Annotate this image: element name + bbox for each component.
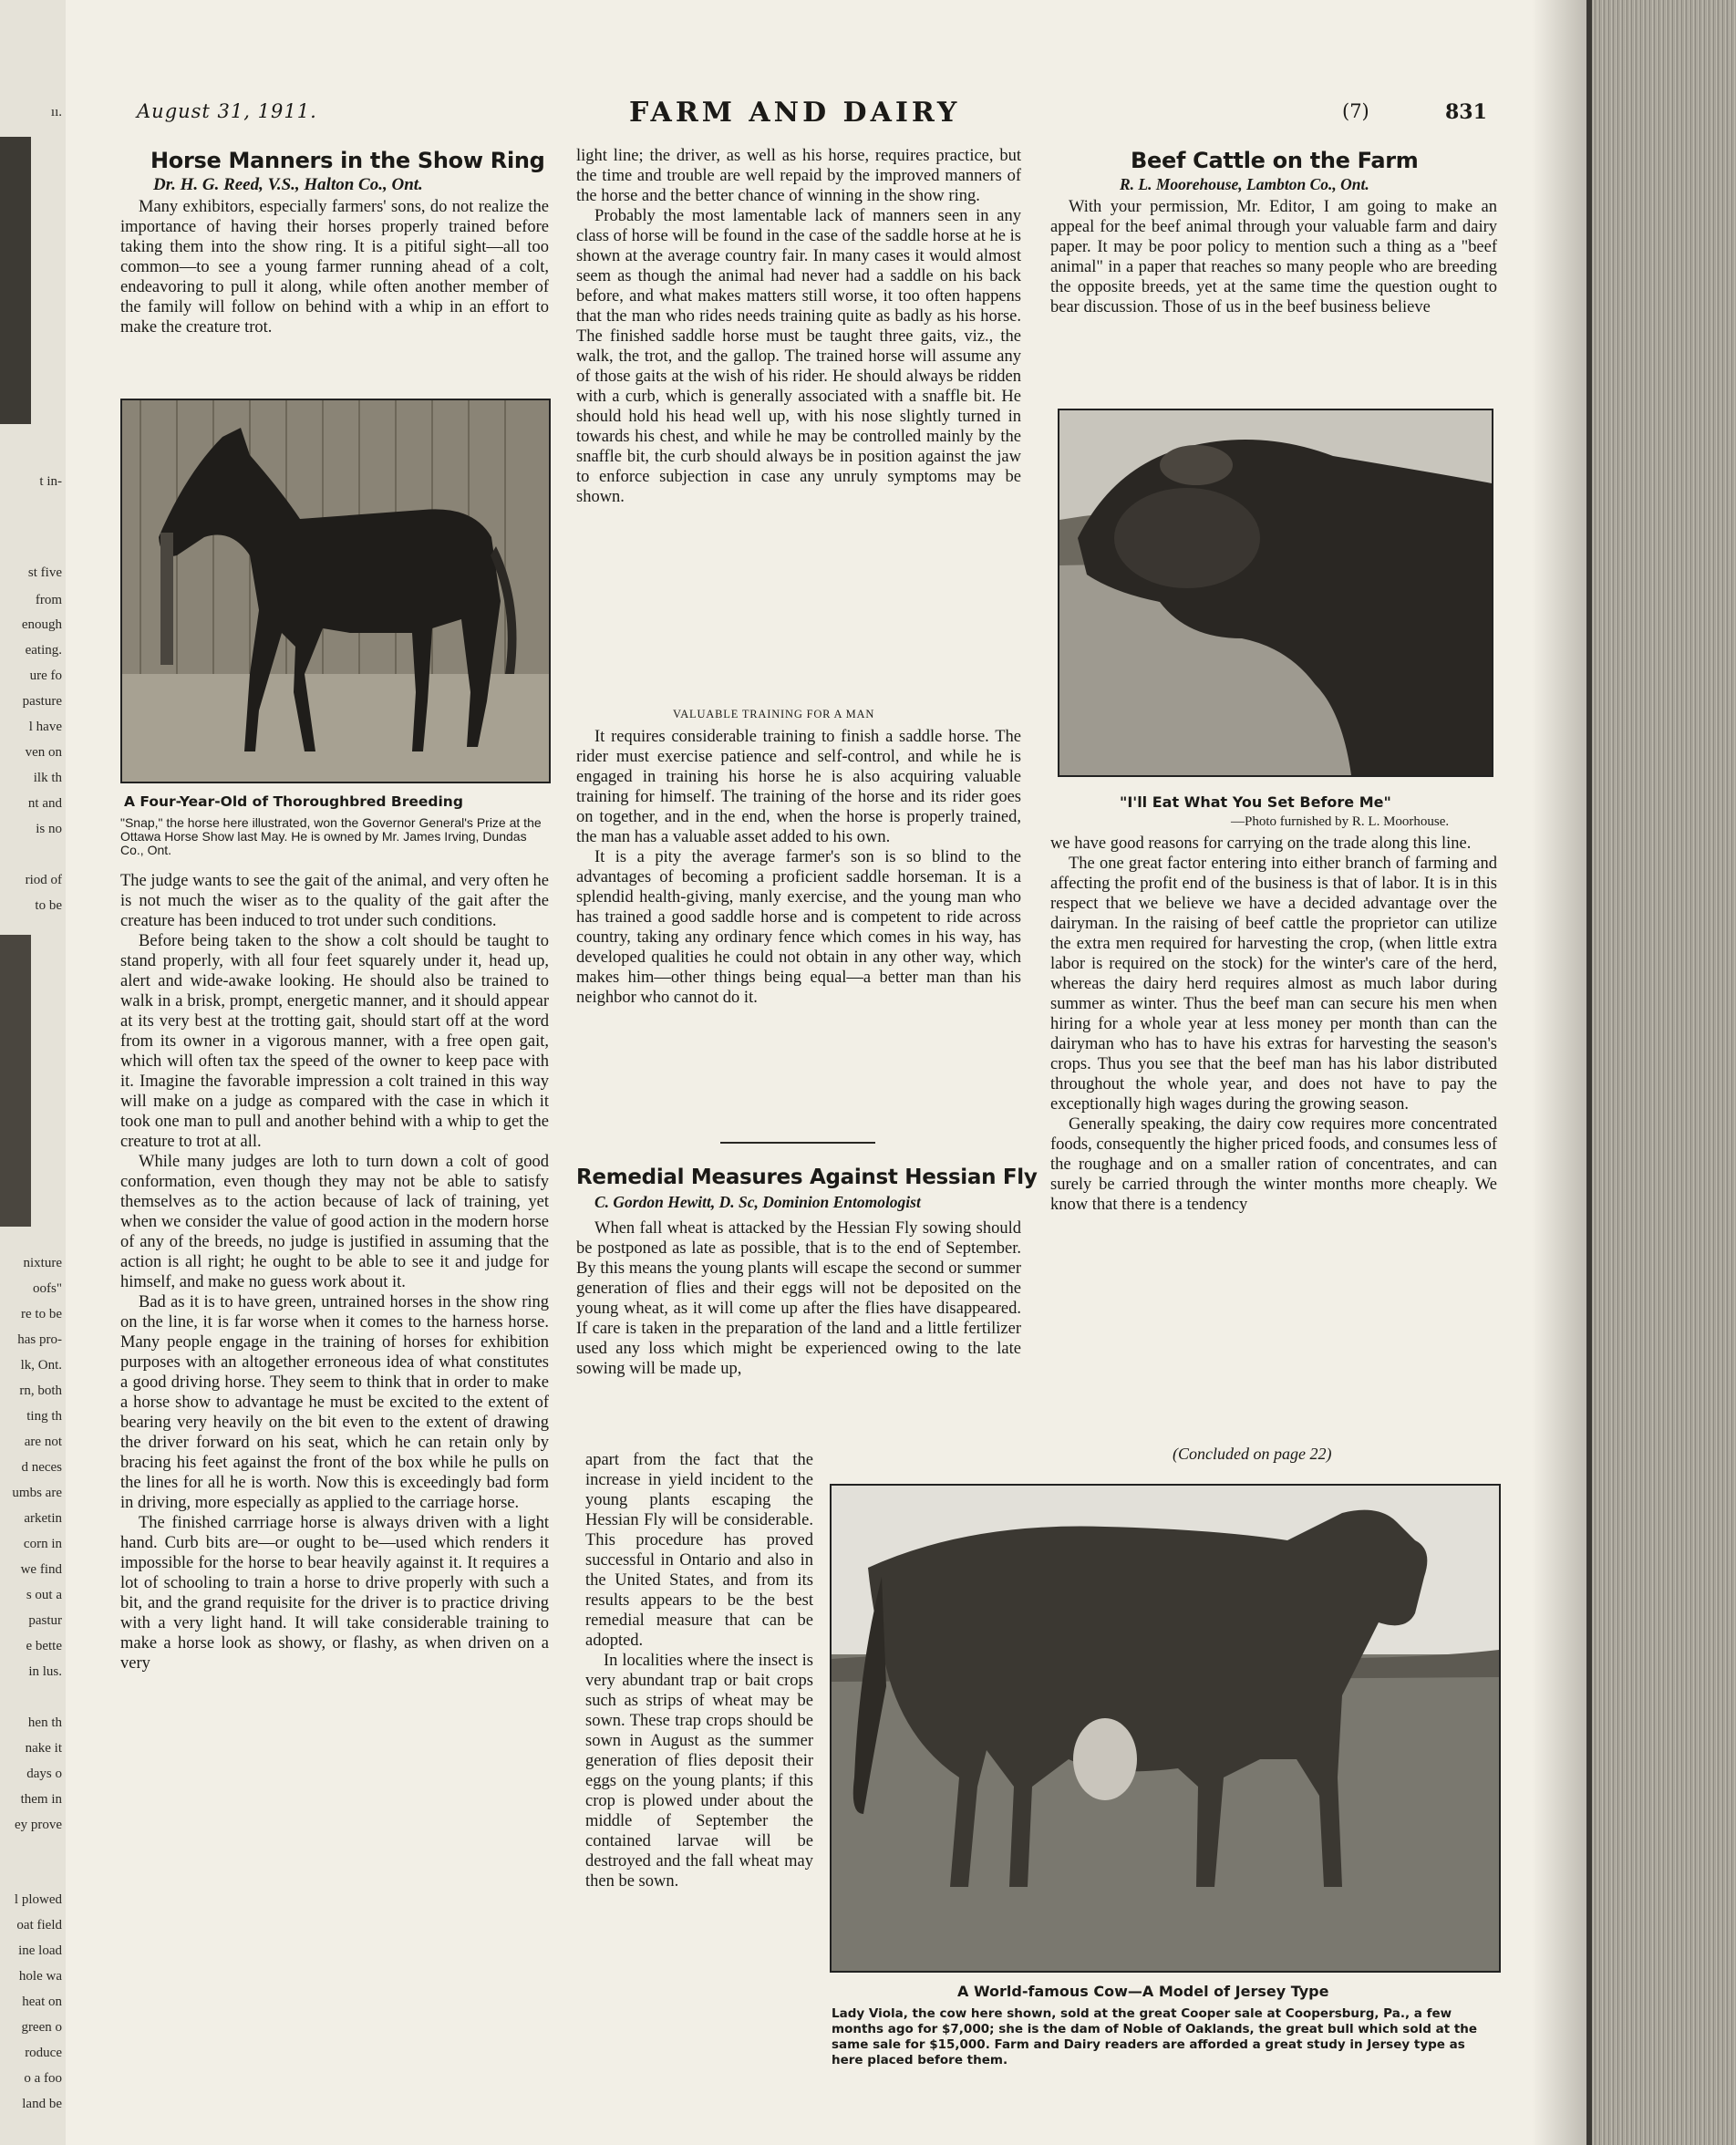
adjacent-text-fragment: to be bbox=[35, 898, 62, 913]
issue-page-marker: (7) bbox=[1342, 100, 1369, 122]
adjacent-text-fragment: has pro- bbox=[17, 1332, 62, 1347]
adjacent-text-fragment: ting th bbox=[26, 1409, 62, 1424]
adjacent-page-margin bbox=[0, 0, 68, 2145]
adjacent-text-fragment: umbs are bbox=[12, 1486, 62, 1500]
page-shadow bbox=[1532, 0, 1586, 2145]
paragraph-text: While many judges are loth to turn down a colt of good conformation, even though they may not be able to satisfy themselves as to the action because of lack of training, yet when we consider the value of good action in the modern horse of any of the breeds, no judge is justified in assuming that the action is all right; he ought to be able to see it and judge for himself, and make no guess work about it. bbox=[120, 1153, 549, 1291]
adjacent-text-fragment: nt and bbox=[27, 796, 62, 811]
adjacent-text-fragment: land be bbox=[22, 2097, 62, 2111]
cow-photo-caption-title: A World-famous Cow—A Model of Jersey Type bbox=[957, 1983, 1329, 2000]
adjacent-text-fragment: oat field bbox=[16, 1918, 62, 1933]
article-paragraph bbox=[576, 1218, 1021, 1379]
article-divider bbox=[720, 1142, 875, 1144]
paragraph-text: Generally speaking, the dairy cow requires more concentrated foods, consequently the higher priced foods, and consumes less of the roughage and on a smaller ration of concentrates, and can surely be carried through the winter months more cheaply. We know that there is a tendency bbox=[1050, 1115, 1497, 1214]
adjacent-text-fragment: nake it bbox=[25, 1741, 62, 1756]
horse-photo bbox=[120, 399, 551, 783]
page-stack-edge bbox=[1592, 0, 1736, 2145]
article-column-2-body-cont bbox=[576, 727, 1021, 1008]
paragraph-text: It is a pity the average farmer's son is so blind to the advantages of becoming a proficient saddle horseman. It is a splendid health-giving, manly exercise, and the young man who has trained a good saddle horse and is competent to ride across country, taking any ordinary fence which comes in his way, has developed qualities he could not obtain in any other way, which makes him—other things being equal—a better man than his neighbor who cannot do it. bbox=[576, 848, 1021, 1007]
adjacent-text-fragment: t in- bbox=[39, 474, 62, 489]
adjacent-text-fragment: roduce bbox=[25, 2046, 62, 2060]
adjacent-text-fragment: lk, Ont. bbox=[20, 1358, 62, 1373]
article-column-2-body bbox=[576, 146, 1021, 507]
adjacent-text-fragment: o a foo bbox=[24, 2071, 62, 2086]
adjacent-text-fragment: them in bbox=[20, 1792, 62, 1807]
adjacent-text-fragment: heat on bbox=[22, 1995, 62, 2009]
bull-illustration bbox=[1059, 410, 1492, 775]
adjacent-text-fragment: days o bbox=[26, 1767, 62, 1781]
paragraph-text: Probably the most lamentable lack of manners seen in any class of horse will be found in the case of the saddle horse at he is shown at the average country fair. In many cases it would almost seem as though the animal had never had a saddle on his back before, and what makes matters still worse, it too often happens that the man who rides needs training quite as badly as his horse. The finished saddle horse must be taught three gaits, viz., the walk, the trot, and the gallop. The trained horse will assume any of those gaits at the wish of his rider. He should always be ridden with a curb, which is generally associated with a snaffle bit. He should hold his head well up, with his nose slightly turned in towards his chest, and while he may be controlled mainly by the snaffle bit, the curb should always be in position against the jaw to enforce subjection in case any unruly symptoms may be shown. bbox=[576, 207, 1021, 506]
adjacent-text-fragment: s out a bbox=[26, 1588, 62, 1602]
adjacent-text-fragment: rn, both bbox=[19, 1383, 62, 1398]
section-subhead: VALUABLE TRAINING FOR A MAN bbox=[673, 708, 875, 720]
page-number: 831 bbox=[1445, 100, 1487, 124]
cow-illustration bbox=[832, 1486, 1499, 1971]
paragraph-text: Before being taken to the show a colt should be taught to stand properly, with all four feet squarely under it, head up, alert and wide-awake looking. He should also be trained to walk in a brisk, prompt, energetic manner, and it should appear at its very best at the trotting gait, should start off at the word from its owner in a vigorous manner, with a free open gait, which will often tax the speed of the owner to keep pace with it. Imagine the favorable impression a colt trained in this way will make on a judge as compared with the case in which it took one man to pull and another behind with a whip to get the creature to trot at all. bbox=[120, 932, 549, 1151]
article-headline-horse-manners: Horse Manners in the Show Ring bbox=[150, 148, 545, 173]
bull-photo-credit: —Photo furnished by R. L. Moorhouse. bbox=[1231, 814, 1450, 829]
adjacent-text-fragment: st five bbox=[27, 565, 62, 580]
continuation-note: (Concluded on page 22) bbox=[1173, 1445, 1332, 1463]
adjacent-text-fragment: ven on bbox=[25, 745, 62, 760]
article-narrow-column bbox=[585, 1450, 813, 1891]
adjacent-text-fragment: oofs" bbox=[33, 1281, 62, 1296]
paragraph-text: With your permission, Mr. Editor, I am going to make an appeal for the beef animal through your valuable farm and dairy paper. It may be poor policy to mention such a thing as a "beef animal" in a paper that reaches so many people who are breeding the opposite breeds, yet at the same time the question ought to bear discussion. Those of us in the beef business believe bbox=[1050, 198, 1497, 316]
paragraph-text: light line; the driver, as well as his horse, requires practice, but the time and trouble are well repaid by the improved manners of the horse and the better chance of winning in the show ring. bbox=[576, 147, 1021, 205]
adjacent-text-fragment: are not bbox=[24, 1435, 62, 1449]
adjacent-text-fragment: corn in bbox=[23, 1537, 62, 1551]
paragraph-text: Bad as it is to have green, untrained horses in the show ring on the line, it is far worse when it comes to the harness horse. Many people engage in the training of horses for exhibition purposes with an altogether erroneous idea of what constitutes a good driving horse. They seem to think that in order to make a horse show to advantage he must be excited to the extent of bearing very heavily on the bit even to the extent of drawing the driver forward on his seat, which he can retain only by bracing his feet against the front of the box while he pulls on the lines for all he is worth. Now this is exceedingly bad form in driving, more especially as applied to the carriage horse. bbox=[120, 1293, 549, 1512]
paragraph-text: we have good reasons for carrying on the trade along this line. bbox=[1050, 834, 1472, 853]
article-byline: R. L. Moorehouse, Lambton Co., Ont. bbox=[1120, 175, 1369, 193]
adjacent-text-fragment: nixture bbox=[23, 1256, 62, 1270]
adjacent-photo-fragment bbox=[0, 137, 31, 424]
adjacent-text-fragment: green o bbox=[21, 2020, 62, 2035]
horse-photo-caption-title: A Four-Year-Old of Thoroughbred Breeding bbox=[124, 793, 463, 810]
paragraph-text: The one great factor entering into either branch of farming and affecting the profit end of the business is that of labor. It is in this respect that we believe we have a decided advantage over the dairyman. In the raising of beef cattle the proprietor can utilize the extra men required for harvesting the crop, (when little extra labor is required on the stock) for the winter's care of the herd, whereas the dairy herd requires almost as much labor during summer as winter. Thus the beef man can secure his men when hiring for a whole year at less money per month than can the dairyman who has to have his extras for harvesting the season's crops. Thus you see that the beef man has his labor distributed throughout the whole year, and does not have to pay the exceptionally high wages during the growing season. bbox=[1050, 855, 1497, 1114]
adjacent-text-fragment: is no bbox=[36, 822, 62, 836]
paragraph-text: The finished carrriage horse is always driven with a light hand. Curb bits are—or ought to be—used which renders it impossible for the horse to bear heavily against it. It requires a lot of schooling to train a horse to drive properly with such a bit, and the grand requisite for the driver is to practice driving with a very light hand. It will take considerable training to make a horse look as showy, or flashy, as when driven on a very bbox=[120, 1514, 549, 1673]
adjacent-text-fragment: hen th bbox=[27, 1715, 62, 1730]
adjacent-text-fragment: l have bbox=[28, 720, 62, 734]
adjacent-text-fragment: pasture bbox=[22, 694, 62, 709]
bull-photo bbox=[1058, 409, 1493, 777]
adjacent-text-fragment: d neces bbox=[21, 1460, 62, 1475]
adjacent-text-fragment: eating. bbox=[25, 643, 62, 658]
adjacent-text-fragment: ine load bbox=[18, 1943, 62, 1958]
adjacent-text-fragment: hole wa bbox=[18, 1969, 62, 1984]
article-byline: Dr. H. G. Reed, V.S., Halton Co., Ont. bbox=[153, 175, 423, 194]
adjacent-text-fragment: l plowed bbox=[14, 1892, 62, 1907]
paragraph-text: When fall wheat is attacked by the Hessian Fly sowing should be postponed as late as possible, that is to the end of September. By this means the young plants will escape the second or summer generation of flies and their eggs will not be deposited on the young wheat, as it will come up after the flies have disappeared. If care is taken in the preparation of the land and a little fertilizer used any loss which might be experienced owing to the late sowing will be made up, bbox=[576, 1219, 1021, 1378]
horse-photo-caption-text: "Snap," the horse here illustrated, won the Governor General's Prize at the Ottawa Horse Show last May. He is owned by Mr. James Irving, Dundas Co., Ont. bbox=[120, 815, 542, 857]
article-headline-hessian-fly: Remedial Measures Against Hessian Fly bbox=[576, 1166, 1038, 1189]
jersey-cow-photo bbox=[830, 1484, 1501, 1973]
adjacent-photo-fragment bbox=[0, 935, 31, 1227]
adjacent-text-fragment: re to be bbox=[21, 1307, 62, 1321]
bull-photo-caption-title: "I'll Eat What You Set Before Me" bbox=[1120, 793, 1391, 811]
adjacent-text-fragment: we find bbox=[20, 1562, 62, 1577]
adjacent-text-fragment: ilk th bbox=[33, 771, 62, 785]
article-paragraph bbox=[120, 197, 549, 337]
adjacent-text-fragment: enough bbox=[21, 617, 62, 632]
article-byline: C. Gordon Hewitt, D. Sc, Dominion Entomologist bbox=[594, 1193, 921, 1211]
horse-illustration bbox=[122, 400, 549, 782]
masthead-title: FARM AND DAIRY bbox=[629, 97, 961, 129]
adjacent-text-fragment: ey prove bbox=[14, 1818, 62, 1832]
article-paragraph bbox=[1050, 197, 1497, 317]
article-headline-beef-cattle: Beef Cattle on the Farm bbox=[1131, 148, 1419, 173]
paragraph-text: apart from the fact that the increase in yield incident to the young plants escaping the Hessian Fly will be considerable. This procedure has proved successful in Ontario and also in the United States, and from its results appears to be the best remedial measure that can be adopted. bbox=[585, 1451, 813, 1650]
cow-photo-caption-text: Lady Viola, the cow here shown, sold at the great Cooper sale at Coopersburg, Pa., a few months ago for $7,000; she is the dam of Noble of Oaklands, the great bull which sold at the same sale for $15,000. Farm and Dairy readers are afforded a great study in Jersey type as here placed before them. bbox=[832, 2006, 1478, 2067]
adjacent-text-fragment: ure fo bbox=[29, 668, 62, 683]
article-column-1-body bbox=[120, 871, 549, 1674]
paragraph-text: The judge wants to see the gait of the animal, and very often he is not much the wiser as to the quality of the gait after the creature has been induced to trot under such conditions. bbox=[120, 872, 549, 930]
adjacent-text-fragment: pastur bbox=[28, 1613, 62, 1628]
paragraph-text: In localities where the insect is very abundant trap or bait crops such as strips of wheat may be sown. These trap crops should be sown in August as the summer generation of flies deposit their eggs on the young plants; if this crop is plowed under about the middle of September the contained larvae will be destroyed and the fall wheat may then be sown. bbox=[585, 1652, 813, 1891]
adjacent-text-fragment: in lus. bbox=[28, 1664, 62, 1679]
adjacent-text-fragment: ıı. bbox=[50, 105, 62, 119]
article-column-3-body bbox=[1050, 834, 1497, 1215]
adjacent-text-fragment: from bbox=[35, 593, 62, 607]
adjacent-text-fragment: riod of bbox=[25, 873, 62, 887]
adjacent-text-fragment: e bette bbox=[26, 1639, 62, 1653]
issue-date: August 31, 1911. bbox=[137, 100, 317, 122]
paragraph-text: It requires considerable training to finish a saddle horse. The rider must exercise patience and self-control, and while he is engaged in training his horse he is also acquiring valuable training for himself. The training of the horse and its rider goes on together, and in the end, when the horse is properly trained, the man has a valuable asset added to his own. bbox=[576, 728, 1021, 846]
adjacent-text-fragment: arketin bbox=[24, 1511, 62, 1526]
paragraph-text: Many exhibitors, especially farmers' sons, do not realize the importance of having their horses properly trained before taking them into the show ring. It is a pitiful sight—all too common—to see a young farmer running ahead of a colt, endeavoring to pull it along, while often another member of the family will follow on behind with a whip in an effort to make the creature trot. bbox=[120, 198, 549, 337]
